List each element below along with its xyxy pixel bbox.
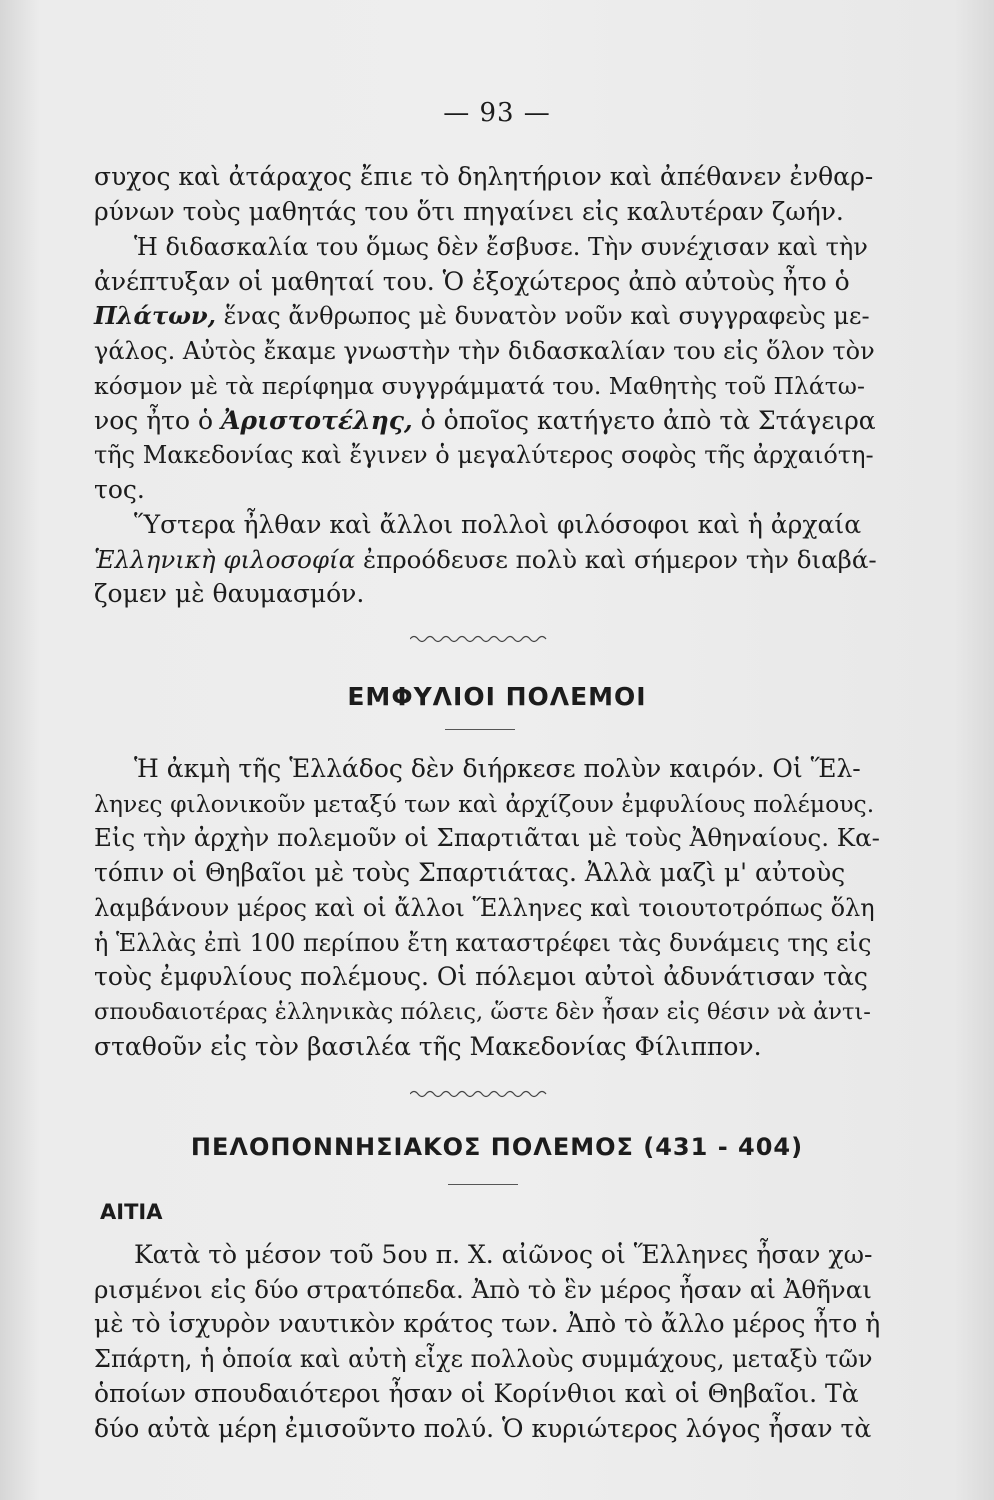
heading-civil-wars: ΕΜΦΥΛΙΟΙ ΠΟΛΕΜΟΙ xyxy=(347,682,647,711)
text-line: τῆς Μακεδονίας καὶ ἔγινεν ὁ μεγαλύτερος σοφὸς τῆς ἀρχαιότη- xyxy=(94,441,874,470)
text-line: ζομεν μὲ θαυμασμόν. xyxy=(94,579,365,609)
text-line: δύο αὐτὰ μέρη ἐμισοῦντο πολύ. Ὁ κυριώτερος λόγος ἦσαν τὰ xyxy=(94,1413,872,1443)
text-line: Ἑλληνικὴ φιλοσοφία ἐπροόδευσε πολὺ καὶ σήμερον τὴν διαβά- xyxy=(94,544,877,574)
text-line: τος. xyxy=(94,474,145,504)
text-line: τοὺς ἐμφυλίους πολέμους. Οἱ πόλεμοι αὐτοὶ ἀδυνάτισαν τὰς xyxy=(94,962,868,992)
text-line: τόπιν οἱ Θηβαῖοι μὲ τοὺς Σπαρτιάτας. Ἀλλὰ μαζὶ μ' αὐτοὺς xyxy=(94,858,846,888)
text-line: Σπάρτη, ἡ ὁποία καὶ αὐτὴ εἶχε πολλοὺς συμμάχους, μεταξὺ τῶν xyxy=(94,1345,873,1374)
paragraph-causes xyxy=(94,1238,880,1446)
text-line: ἀνέπτυξαν οἱ μαθηταί του. Ὁ ἐξοχώτερος ἀπὸ αὐτοὺς ἦτο ὁ xyxy=(94,266,850,296)
text-line: Ἡ διδασκαλία του ὅμως δὲν ἔσβυσε. Τὴν συνέχισαν καὶ τὴν xyxy=(134,233,868,261)
text-line: ληνες φιλονικοῦν μεταξύ των καὶ ἀρχίζουν ἐμφυλίους πολέμους. xyxy=(94,789,875,818)
text-line: νος ἦτο ὁ Ἀριστοτέλης, ὁ ὁποῖος κατήγετο ἀπὸ τὰ Στάγειρα xyxy=(94,405,876,435)
subheading-causes: ΑΙΤΙΑ xyxy=(100,1200,163,1224)
text-line: Κατὰ τὸ μέσον τοῦ 5ου π. Χ. αἰῶνος οἱ Ἕλληνες ἦσαν χω- xyxy=(134,1240,873,1269)
text-line: σπουδαιοτέρας ἑλληνικὰς πόλεις, ὥστε δὲν ἦσαν εἰς θέσιν νὰ ἀντι- xyxy=(94,998,871,1025)
paragraph-plato-aristotle xyxy=(94,230,880,508)
text-line: ρύνων τοὺς μαθητάς του ὅτι πηγαίνει εἰς καλυτέραν ζωήν. xyxy=(94,196,844,226)
text-line: γάλος. Αὐτὸς ἔκαμε γνωστὴν τὴν διδασκαλίαν του εἰς ὅλον τὸν xyxy=(94,337,875,366)
text-line: Ὕστερα ἦλθαν καὶ ἄλλοι πολλοὶ φιλόσοφοι καὶ ἡ ἀρχαία xyxy=(134,510,862,539)
heading-underline xyxy=(445,729,515,730)
text-line: ρισμένοι εἰς δύο στρατόπεδα. Ἀπὸ τὸ ἓν μέρος ἦσαν αἱ Ἀθῆναι xyxy=(94,1274,872,1304)
name-plato: Πλάτων, xyxy=(94,301,216,331)
text-line: ὁποίων σπουδαιότεροι ἦσαν οἱ Κορίνθιοι καὶ οἱ Θηβαῖοι. Τὰ xyxy=(94,1378,859,1408)
text-line: Εἰς τὴν ἀρχὴν πολεμοῦν οἱ Σπαρτιᾶται μὲ τοὺς Ἀθηναίους. Κα- xyxy=(94,823,880,853)
heading-underline xyxy=(448,1184,518,1185)
paragraph-socrates-end xyxy=(94,160,880,229)
text-line: συχος καὶ ἀτάραχος ἔπιε τὸ δηλητήριον καὶ ἀπέθανεν ἐνθαρ- xyxy=(94,162,874,191)
text-line: ἡ Ἑλλὰς ἐπὶ 100 περίπου ἔτη καταστρέφει τὰς δυνάμεις της εἰς xyxy=(94,928,872,957)
wavy-divider xyxy=(410,633,552,645)
text-line: Ἡ ἀκμὴ τῆς Ἑλλάδος δὲν διήρκεσε πολὺν καιρόν. Οἱ Ἕλ- xyxy=(134,754,861,783)
text-line: μὲ τὸ ἰσχυρὸν ναυτικὸν κράτος των. Ἀπὸ τὸ ἄλλο μέρος ἦτο ἡ xyxy=(94,1309,881,1339)
paragraph-civil-wars xyxy=(94,752,880,1064)
text-line: λαμβάνουν μέρος καὶ οἱ ἄλλοι Ἕλληνες καὶ τοιουτοτρόπως ὅλη xyxy=(94,893,875,922)
greek-philosophy-phrase: Ἑλληνικὴ φιλοσοφία xyxy=(94,544,356,574)
wavy-divider xyxy=(410,1088,552,1100)
paragraph-philosophy xyxy=(94,508,880,612)
page-number: — 93 — xyxy=(443,98,551,128)
text-line: σταθοῦν εἰς τὸν βασιλέα τῆς Μακεδονίας Φίλιππον. xyxy=(94,1031,762,1061)
text-line: κόσμον μὲ τὰ περίφημα συγγράμματά του. Μαθητὴς τοῦ Πλάτω- xyxy=(94,371,865,400)
text-line: Πλάτων, ἕνας ἄνθρωπος μὲ δυνατὸν νοῦν καὶ συγγραφεὺς με- xyxy=(94,301,870,331)
name-aristotle: Ἀριστοτέλης, xyxy=(221,405,413,435)
heading-peloponnesian-war: ΠΕΛΟΠΟΝΝΗΣΙΑΚΟΣ ΠΟΛΕΜΟΣ (431 - 404) xyxy=(190,1133,804,1161)
